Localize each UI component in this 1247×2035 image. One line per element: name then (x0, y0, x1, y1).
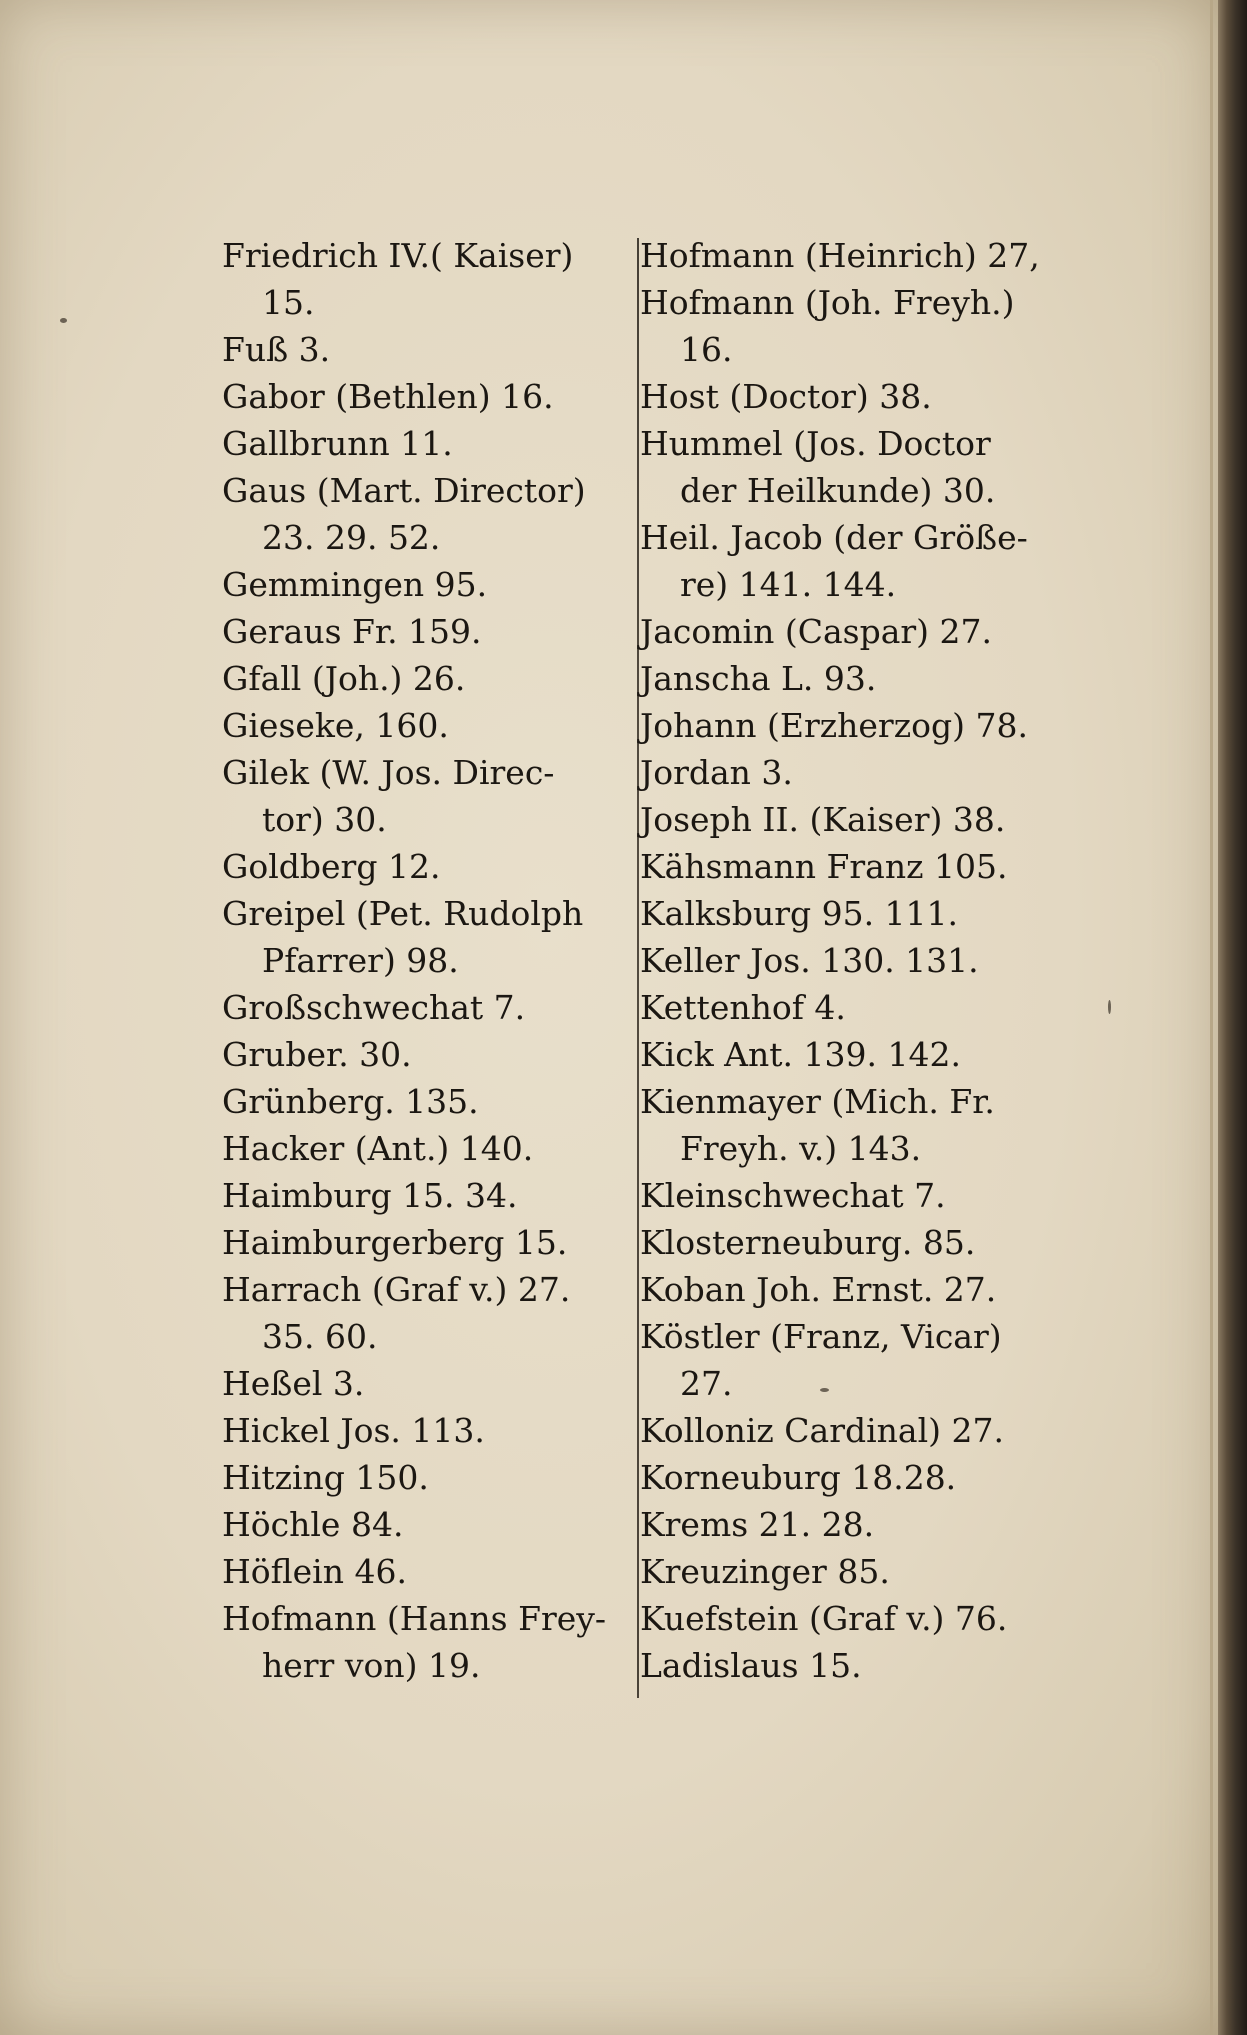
index-entry-continuation: 23. 29. 52. (262, 518, 441, 557)
index-entry (222, 1031, 637, 1078)
index-entry (640, 702, 1070, 749)
index-entry-text: Hofmann (Heinrich) 27, (640, 236, 1040, 275)
index-entry (640, 1266, 1070, 1313)
index-entry-text: Host (Doctor) 38. (640, 377, 932, 416)
index-entry-text: Janscha L. 93. (640, 659, 877, 698)
index-entry (640, 1595, 1070, 1642)
index-entry-text: Haimburgerberg 15. (222, 1223, 568, 1262)
index-entry-text: Kähsmann Franz 105. (640, 847, 1008, 886)
index-entry-continuation: 15. (262, 283, 315, 322)
index-entry (640, 420, 1070, 514)
index-entry-text: Johann (Erzherzog) 78. (640, 706, 1028, 745)
index-entry-text: Ladislaus 15. (640, 1646, 862, 1685)
index-entry-text: Hickel Jos. 113. (222, 1411, 485, 1450)
index-entry-text: Hofmann (Joh. Freyh.) (640, 283, 1015, 322)
index-entry-text: Köstler (Franz, Vicar) (640, 1317, 1002, 1356)
index-entry-continuation: herr von) 19. (262, 1646, 481, 1685)
index-entry (640, 279, 1070, 373)
index-entry-text: Gabor (Bethlen) 16. (222, 377, 554, 416)
index-entry-text: Goldberg 12. (222, 847, 441, 886)
index-entry-text: Koban Joh. Ernst. 27. (640, 1270, 997, 1309)
index-entry (640, 608, 1070, 655)
index-entry (222, 420, 637, 467)
index-entry-text: Kalksburg 95. 111. (640, 894, 959, 933)
index-entry (640, 232, 1070, 279)
index-entry-continuation: 35. 60. (262, 1317, 378, 1356)
ink-speck (1108, 1000, 1111, 1014)
index-entry (640, 937, 1070, 984)
index-entry (222, 232, 637, 326)
index-entry (222, 1078, 637, 1125)
index-entry (640, 843, 1070, 890)
index-entry-text: Grünberg. 135. (222, 1082, 479, 1121)
index-entry-text: Gaus (Mart. Director) (222, 471, 586, 510)
index-entry (640, 373, 1070, 420)
index-column-left (222, 232, 637, 1689)
index-entry-text: Heil. Jacob (der Größe- (640, 518, 1028, 557)
book-binding-edge (1218, 0, 1247, 2035)
ink-speck (60, 318, 67, 323)
index-entry-text: Höflein 46. (222, 1552, 407, 1591)
column-divider (637, 238, 639, 1698)
index-entry-text: Hitzing 150. (222, 1458, 429, 1497)
index-entry-continuation: Freyh. v.) 143. (680, 1129, 922, 1168)
index-entry-continuation: Pfarrer) 98. (262, 941, 459, 980)
index-entry (222, 1595, 637, 1689)
index-entry-continuation: tor) 30. (262, 800, 387, 839)
index-entry-text: Kettenhof 4. (640, 988, 846, 1027)
index-entry (222, 749, 637, 843)
index-entry (222, 655, 637, 702)
index-entry-text: Gallbrunn 11. (222, 424, 453, 463)
index-entry-text: Geraus Fr. 159. (222, 612, 482, 651)
index-entry-text: Kreuzinger 85. (640, 1552, 890, 1591)
index-entry (222, 561, 637, 608)
index-entry-text: Joseph II. (Kaiser) 38. (640, 800, 1006, 839)
index-entry (640, 1078, 1070, 1172)
index-entry (222, 467, 637, 561)
index-entry-continuation: 27. (680, 1364, 733, 1403)
index-entry-text: Kuefstein (Graf v.) 76. (640, 1599, 1008, 1638)
index-entry (222, 1407, 637, 1454)
index-entry-text: Kolloniz Cardinal) 27. (640, 1411, 1004, 1450)
index-entry-text: Gilek (W. Jos. Direc- (222, 753, 555, 792)
index-entry-text: Hofmann (Hanns Frey- (222, 1599, 607, 1638)
index-entry (222, 1219, 637, 1266)
index-entry-text: Gemmingen 95. (222, 565, 488, 604)
index-entry-continuation: re) 141. 144. (680, 565, 897, 604)
index-entry-text: Harrach (Graf v.) 27. (222, 1270, 571, 1309)
index-entry (640, 984, 1070, 1031)
index-entry (640, 1172, 1070, 1219)
index-entry (640, 1501, 1070, 1548)
index-entry-text: Gruber. 30. (222, 1035, 412, 1074)
index-entry (222, 1501, 637, 1548)
index-entry (222, 1548, 637, 1595)
index-entry-text: Jordan 3. (640, 753, 793, 792)
index-entry-text: Klosterneuburg. 85. (640, 1223, 976, 1262)
index-entry-text: Fuß 3. (222, 330, 331, 369)
index-entry-text: Hacker (Ant.) 140. (222, 1129, 534, 1168)
index-entry (640, 1548, 1070, 1595)
index-entry (222, 1454, 637, 1501)
index-entry (640, 1642, 1070, 1689)
index-entry-text: Greipel (Pet. Rudolph (222, 894, 584, 933)
index-entry-text: Jacomin (Caspar) 27. (640, 612, 992, 651)
index-entry-text: Kleinschwechat 7. (640, 1176, 946, 1215)
index-entry (640, 1454, 1070, 1501)
index-column-right (640, 232, 1070, 1689)
index-entry (640, 514, 1070, 608)
index-entry-text: Keller Jos. 130. 131. (640, 941, 979, 980)
index-entry (222, 702, 637, 749)
index-entry (640, 1313, 1070, 1407)
index-entry (222, 1125, 637, 1172)
index-entry-text: Gieseke, 160. (222, 706, 449, 745)
index-entry (222, 373, 637, 420)
index-entry (640, 1219, 1070, 1266)
index-entry (222, 843, 637, 890)
index-entry (222, 984, 637, 1031)
index-entry-continuation: der Heilkunde) 30. (680, 471, 996, 510)
index-entry (222, 890, 637, 984)
index-entry-text: Großschwechat 7. (222, 988, 526, 1027)
index-entry (222, 1360, 637, 1407)
index-entry (222, 1266, 637, 1360)
index-entry-text: Gfall (Joh.) 26. (222, 659, 466, 698)
page-edge-line (1210, 0, 1213, 2035)
index-entry (222, 326, 637, 373)
index-entry-text: Haimburg 15. 34. (222, 1176, 518, 1215)
index-entry (640, 655, 1070, 702)
index-entry (640, 890, 1070, 937)
index-entry (640, 749, 1070, 796)
index-entry-text: Friedrich IV.( Kaiser) (222, 236, 574, 275)
index-entry (640, 1407, 1070, 1454)
index-entry (222, 608, 637, 655)
index-entry-text: Korneuburg 18.28. (640, 1458, 957, 1497)
index-entry (222, 1172, 637, 1219)
index-entry-continuation: 16. (680, 330, 733, 369)
index-entry-text: Krems 21. 28. (640, 1505, 875, 1544)
index-entry-text: Heßel 3. (222, 1364, 365, 1403)
index-entry-text: Höchle 84. (222, 1505, 404, 1544)
index-entry-text: Kick Ant. 139. 142. (640, 1035, 961, 1074)
index-entry-text: Hummel (Jos. Doctor (640, 424, 991, 463)
index-entry (640, 1031, 1070, 1078)
index-entry-text: Kienmayer (Mich. Fr. (640, 1082, 995, 1121)
index-entry (640, 796, 1070, 843)
